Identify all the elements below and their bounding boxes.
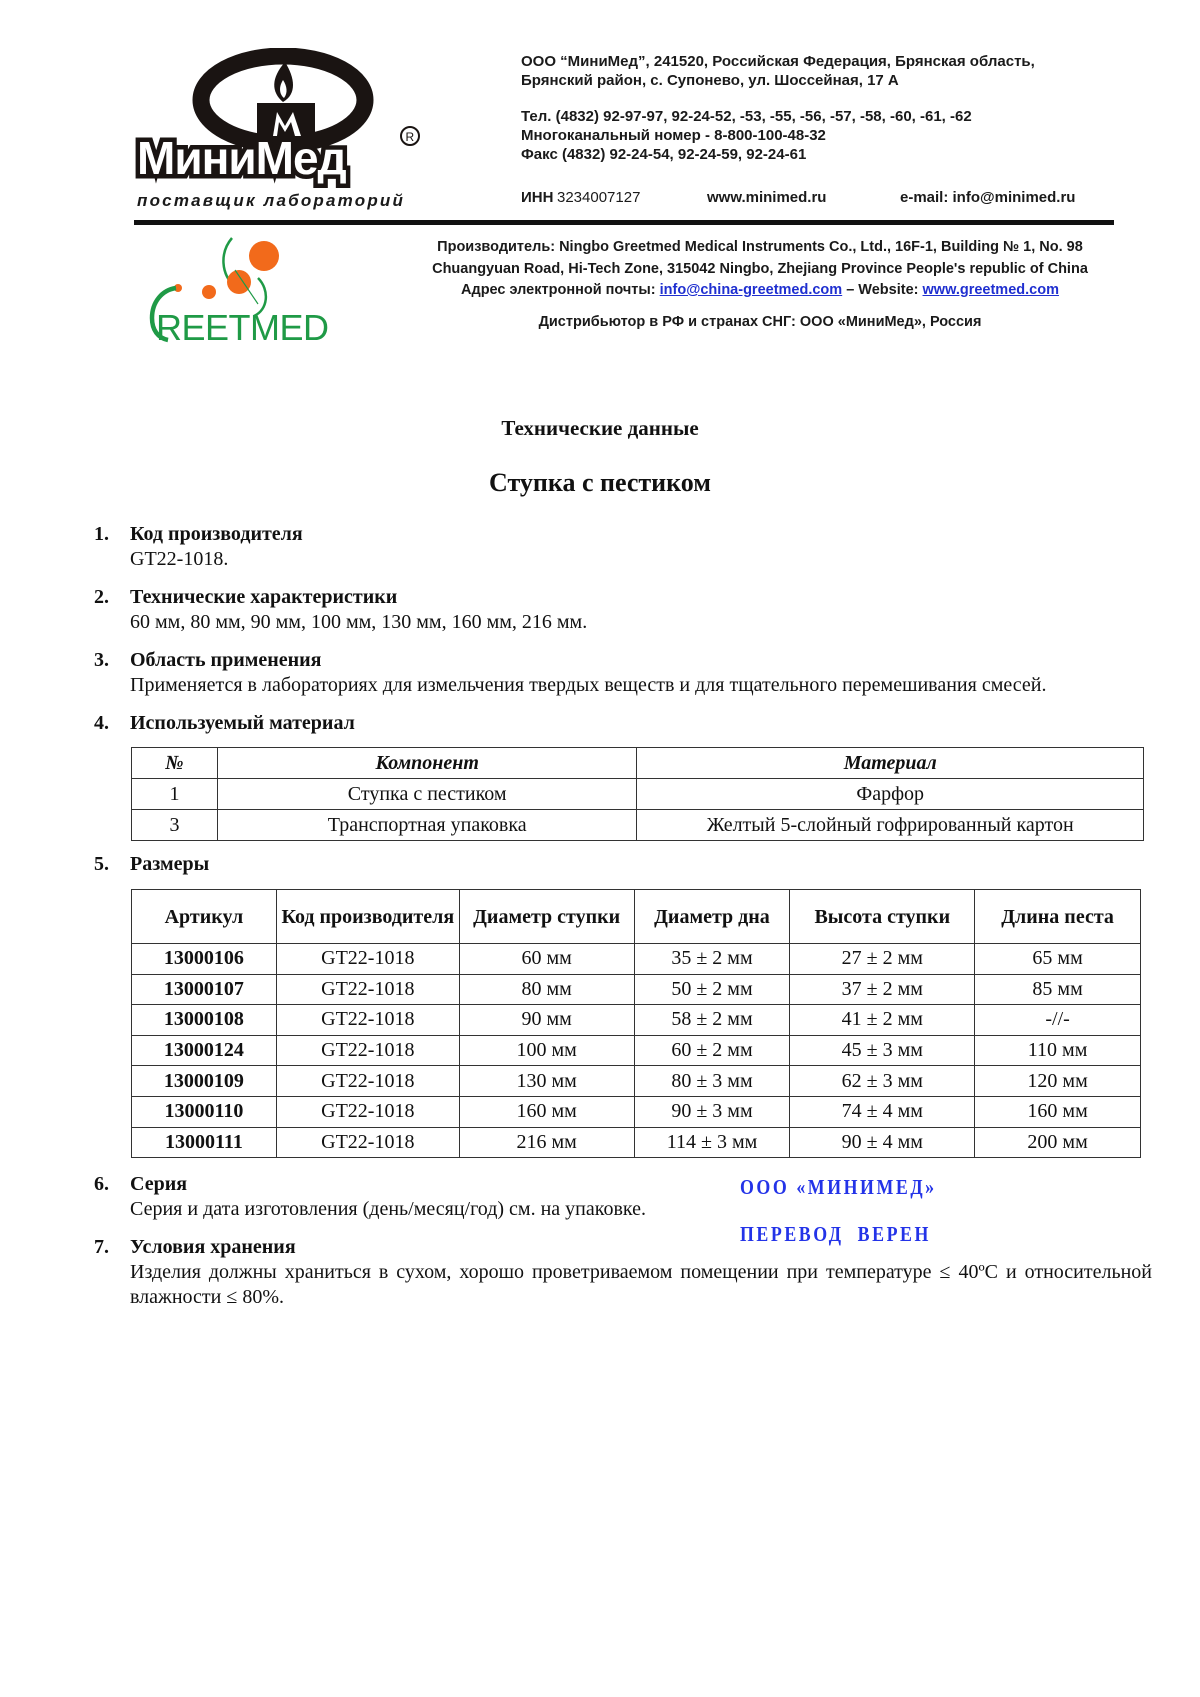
table-row (132, 1066, 1141, 1097)
table-cell: 35 ± 2 мм (634, 944, 790, 975)
company-email: e-mail: info@minimed.ru (900, 189, 1076, 206)
table-row (132, 1005, 1141, 1036)
manufacturer-contacts (400, 280, 1120, 302)
table-cell: 90 ± 4 мм (790, 1127, 975, 1158)
table-cell: 60 ± 2 мм (634, 1035, 790, 1066)
section-heading: Используемый материал (130, 712, 355, 734)
company-info (521, 52, 1121, 164)
section-text: Серия и дата изготовления (день/месяц/год) см. на упаковке. (130, 1198, 646, 1220)
section-text: Изделия должны храниться в сухом, хорошо проветриваемом помещении при температуре ≤ 40ºС и относительной влажности ≤ 80%. (130, 1261, 1152, 1308)
column-header: Код производителя (276, 890, 459, 944)
table-cell: 130 мм (459, 1066, 634, 1097)
table-row (132, 974, 1141, 1005)
table-cell: 41 ± 2 мм (790, 1005, 975, 1036)
manufacturer-line1: Производитель: Ningbo Greetmed Medical Instruments Co., Ltd., 16F-1, Building № 1, No. 98 (437, 239, 1083, 255)
table-cell: 80 мм (459, 974, 634, 1005)
manufacturer-info (400, 237, 1120, 302)
table-cell: 114 ± 3 мм (634, 1127, 790, 1158)
section-number: 2. (94, 586, 109, 608)
svg-text:R: R (405, 130, 415, 144)
section-heading: Серия (130, 1173, 188, 1195)
table-header-row (132, 890, 1141, 944)
article-cell: 13000107 (132, 974, 277, 1005)
section-number: 4. (94, 712, 109, 734)
header-divider (134, 220, 1114, 225)
table-row (132, 944, 1141, 975)
company-fax: Факс (4832) 92-24-54, 92-24-59, 92-24-61 (521, 146, 807, 163)
table-cell: Ступка с пестиком (217, 779, 637, 810)
table-cell: 27 ± 2 мм (790, 944, 975, 975)
section-heading: Область применения (130, 649, 322, 671)
table-cell: 120 мм (975, 1066, 1141, 1097)
section-text: 60 мм, 80 мм, 90 мм, 100 мм, 130 мм, 160 мм, 216 мм. (130, 611, 588, 633)
company-phone: Тел. (4832) 92-97-97, 92-24-52, -53, -55, -56, -57, -58, -60, -61, -62 (521, 108, 972, 125)
table-cell: 80 ± 3 мм (634, 1066, 790, 1097)
table-cell: 45 ± 3 мм (790, 1035, 975, 1066)
table-cell: 1 (132, 779, 218, 810)
inn-value: 3234007127 (557, 189, 641, 206)
table-cell: 100 мм (459, 1035, 634, 1066)
table-cell: 62 ± 3 мм (790, 1066, 975, 1097)
table-row (132, 779, 1144, 810)
table-cell: 65 мм (975, 944, 1141, 975)
manufacturer-email-label: Адрес электронной почты: (461, 282, 656, 298)
article-cell: 13000111 (132, 1127, 277, 1158)
table-cell: 50 ± 2 мм (634, 974, 790, 1005)
manufacturer-line2: Chuangyuan Road, Hi-Tech Zone, 315042 Ningbo, Zhejiang Province People's republic of China (432, 260, 1088, 277)
document-subtitle: Технические данные (501, 416, 699, 440)
table-cell: 74 ± 4 мм (790, 1096, 975, 1127)
article-cell: 13000106 (132, 944, 277, 975)
table-cell: Желтый 5-слойный гофрированный картон (637, 810, 1144, 841)
table-cell: Транспортная упаковка (217, 810, 637, 841)
section-number: 7. (94, 1236, 109, 1258)
table-cell: GT22-1018 (276, 944, 459, 975)
minimed-tagline: поставщик лабораторий (137, 191, 406, 210)
section-heading: Условия хранения (130, 1236, 296, 1258)
table-cell: -//- (975, 1005, 1141, 1036)
article-cell: 13000108 (132, 1005, 277, 1036)
table-cell: 60 мм (459, 944, 634, 975)
article-cell: 13000110 (132, 1096, 277, 1127)
table-cell: 90 мм (459, 1005, 634, 1036)
section-application (94, 648, 1154, 698)
table-cell: GT22-1018 (276, 1005, 459, 1036)
article-cell: 13000124 (132, 1035, 277, 1066)
column-header: Компонент (217, 748, 637, 779)
column-header: Диаметр ступки (459, 890, 634, 944)
table-cell: 160 мм (975, 1096, 1141, 1127)
column-header: № (132, 748, 218, 779)
company-website: www.minimed.ru (707, 189, 827, 206)
table-cell: 110 мм (975, 1035, 1141, 1066)
greetmed-brand-text: REETMED (156, 307, 329, 348)
document-title: Ступка с пестиком (489, 468, 711, 497)
table-cell: 90 ± 3 мм (634, 1096, 790, 1127)
section-number: 5. (94, 853, 109, 875)
section-materials (94, 711, 1154, 736)
column-header: Артикул (132, 890, 277, 944)
table-row (132, 810, 1144, 841)
section-dimensions (94, 852, 1154, 877)
column-header: Длина песта (975, 890, 1141, 944)
company-multichannel: Многоканальный номер - 8-800-100-48-32 (521, 127, 826, 144)
dimensions-table (131, 889, 1141, 1158)
table-cell: 3 (132, 810, 218, 841)
table-row (132, 1035, 1141, 1066)
section-heading: Код производителя (130, 523, 303, 545)
table-cell: GT22-1018 (276, 1127, 459, 1158)
stamp-company: ООО «МИНИМЕД» (740, 1175, 937, 1199)
manufacturer-website-link[interactable]: www.greetmed.com (922, 282, 1059, 298)
table-cell: 85 мм (975, 974, 1141, 1005)
table-cell: GT22-1018 (276, 1096, 459, 1127)
distributor-info: Дистрибьютор в РФ и странах СНГ: ООО «МиниМед», Россия (538, 314, 982, 330)
section-number: 1. (94, 523, 109, 545)
column-header: Высота ступки (790, 890, 975, 944)
section-number: 3. (94, 649, 109, 671)
table-cell: GT22-1018 (276, 1066, 459, 1097)
greetmed-logo (140, 230, 380, 348)
table-row (132, 1096, 1141, 1127)
section-text: Применяется в лабораториях для измельчения твердых веществ и для тщательного перемешивания смесей. (130, 674, 1047, 696)
section-text: GT22-1018. (130, 548, 229, 570)
table-cell: 58 ± 2 мм (634, 1005, 790, 1036)
manufacturer-email-link[interactable]: info@china-greetmed.com (659, 282, 843, 298)
article-cell: 13000109 (132, 1066, 277, 1097)
company-address-line2: Брянский район, с. Супонево, ул. Шоссейная, 17 А (521, 72, 899, 89)
table-cell: 200 мм (975, 1127, 1141, 1158)
table-cell: GT22-1018 (276, 1035, 459, 1066)
table-cell: 37 ± 2 мм (790, 974, 975, 1005)
table-header-row (132, 748, 1144, 779)
inn-label: ИНН (521, 189, 554, 206)
section-storage (94, 1235, 1154, 1310)
table-cell: 216 мм (459, 1127, 634, 1158)
section-heading: Размеры (130, 853, 210, 875)
section-number: 6. (94, 1173, 109, 1195)
section-specifications (94, 585, 1154, 635)
table-cell: 160 мм (459, 1096, 634, 1127)
manufacturer-website-label: – Website: (846, 282, 919, 298)
section-heading: Технические характеристики (130, 586, 398, 608)
materials-table (131, 747, 1144, 841)
column-header: Материал (637, 748, 1144, 779)
column-header: Диаметр дна (634, 890, 790, 944)
company-address-line1: ООО “МиниМед”, 241520, Российская Федерация, Брянская область, (521, 53, 1035, 70)
section-series (94, 1172, 1154, 1222)
stamp-translation-verified: ПЕРЕВОД ВЕРЕН (740, 1222, 931, 1246)
table-cell: Фарфор (637, 779, 1144, 810)
table-row (132, 1127, 1141, 1158)
section-manufacturer-code (94, 522, 1154, 572)
minimed-brand-text: МиниМед (137, 132, 346, 184)
table-cell: GT22-1018 (276, 974, 459, 1005)
